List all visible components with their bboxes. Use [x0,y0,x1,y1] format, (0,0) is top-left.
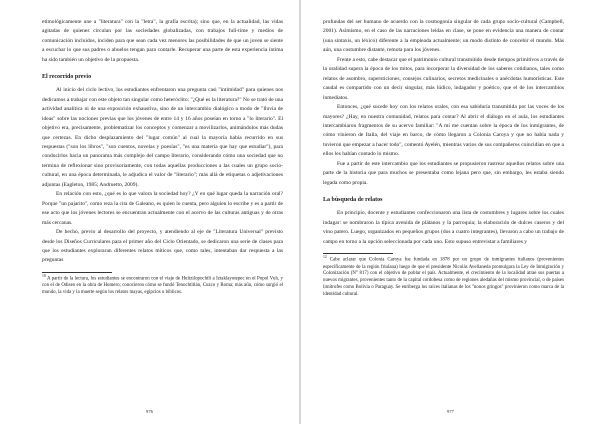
footnote-left [42,273,283,297]
footnote-right [323,254,564,299]
footnote-divider [42,272,112,273]
right-paragraph-1: profundas del ser humano de acuerdo con la cosmogonía singular de cada grupo socio-cultural (Campbell, 2001). Asimismo, en el caso de las narraciones leídas en clase, se pone en evidencia una manera de contar (una sintaxis, un léxico) diferente a la empleada actualmente; un modo distinto de concebir el mundo. Más aún, una costumbre distante, remota para los jóvenes. [323,19,564,54]
page-number-left: 976 [146,409,153,414]
page-number-right: 977 [447,409,454,414]
left-page [0,0,299,424]
footnote-mark-12: 12 [323,254,327,259]
right-paragraph-2: Frente a esto, cabe destacar que el patrimonio cultural transmitido desde tiempos primitivos a través de la oralidad supera la época de los mitos, para incorporar la diversidad de los saberes cotidianos, tales como relatos de asombro, supersticiones, consejos culinarios, secretos medicinales o anécdotas humorísticas. Este caudal es compartido con un decir singular, más lúdico, indagador y poético, que el de los intercambios inmediatos. [323,56,564,101]
footnote-divider-right [323,253,393,254]
footnote-left-text: A partir de la lectura, los estudiantes se encontraron con el viaje de Huitzilopochtli a Iztaklayotepec en el Popol Vuh, y con el de Odiseo en la obra de Homero; conocieron cómo se fundó Tenochtitlán, Cuzco y Roma; más aún, cómo surgió el mundo, la vida y la muerte según los relatos mayas, egipcios o bíblicos. [42,276,283,296]
right-paragraph-5: En principio, docente y estudiantes confeccionaron una lista de costumbres y lugares sobre los cuales indagar: se nombraron la típica avenida de plátanos y la parroquia; la elaboración de dulces caseros y del vino patero. Luego, organizados en pequeños grupos (dos a cuatro integrantes), llevaron a cabo un trabajo de campo en torno a la opción seleccionada por cada uno. Esto supuso entrevistar a familiares y [323,210,564,245]
left-paragraph-4-text: De hecho, previo al desarrollo del proyecto, y atendiendo al eje de "Literatura Universal" previsto desde los Diseños Curriculares para el primer año del Ciclo Orientado, se dedicaron una serie de clases para que los estudiantes exploraran diferentes relatos míticos que, como tales, intentaban dar respuesta a las preguntas [42,229,283,264]
section-heading-recorrido: El recorrido previo [42,74,92,81]
footnote-right-text: Cabe aclarar que Colonia Caroya fue fundada en 1878 por un grupo de inmigrantes italianos (provenientes específicamente de la región friulana) luego de que el presidente Nicolás Avellaneda promulgara la Ley de Inmigración y Colonización (N° 817) con el objetivo de poblar el país. Actualmente, el crecimiento de la localidad atrae sus puertas a nuevos migrantes, provenientes tanto de la capital cordobesa como de regiones aledañas del mismo provincial, o de países limítrofes como Bolivia o Paraguay. Se enriberga los raíces italianas de los "nonos gringos" provinieron como marca de la identidad cultural. [323,257,564,298]
right-paragraph-4: Fue a partir de este intercambio que los estudiantes se propusieron rastrear aquellos relatos sobre una parte de la historia que para muchos se presentaba como lejana pero que, sin embargo, les estaba siendo legada como propia. [323,160,564,186]
right-paragraph-3: Entonces, ¿qué sucede hoy con los relatos orales, con esa sabiduría transmitida por las voces de los mayores? ¿Hay, en nuestra comunidad, relatos para contar? Al abrir el diálogo en el aula, los estudiantes intercambiaron fragmentos de su acervo familiar: "A mí me cuentan sobre la época de los inmigrantes, de cómo vinieron de Italia, del viaje en barco, de cómo llegaron a Colonia Caroya y que no había nada y tuvieron que empezar a hacer todo", comentó Ayelén, mientras varios de sus compañeros coincidían en que a ellos les habían contado lo mismo. [323,104,564,158]
footnote-mark-10: 10 [42,273,46,278]
section-heading-busqueda: La búsqueda de relatos [323,197,383,204]
left-paragraph-4 [42,228,283,266]
left-paragraph-2: Al inicio del ciclo lectivo, los estudiantes enfrentaron una pregunta casi "intimidad" para quienes nos dedicamos a trabajar con este objeto tan singular como heteróclito: "¿Qué es la literatura?" No se trató de una actividad analítica ni de una exposición exhaustiva, sino de un intercambio dialógico a modo de "lluvia de ideas" sobre las nociones previas que los jóvenes de entre 14 y 16 años poseían en torno a "lo literario". El objetivo era, precisamente, problematizar los conceptos y comenzar a movilizarlos, animándolos más dudas que certezas. En dicho desplazamiento del "lugar común" al cual la mayoría había recurrido en sus respuestas ("son los libros", "son cuentos, novelas y poesías", "es una materia que hay que estudiar"), para conducirlos hacia un panorama más complejo del campo literario, considerando cómo una sociedad que no termina de reflexionar sino provisoriamente, con todas aquellas producciones a las cuales un grupo socio-cultural, en una época determinada, le adjudica el valor de "literario"; más allá de etiquetas o adjetivaciones adjuntas (Eagleton, 1985; Andruetto, 2009). [42,87,283,188]
left-paragraph-3: En relación con esto, ¿qué es lo que valora la sociedad hoy? ¿Y en qué lugar queda la narración oral? Porque "un pajarito", como reza la cita de Galeano, es quien lo cuenta, pero alguien lo escribe y es a partir de ese acto que los jóvenes lectores se encuentran actualmente con el acervo de las culturas antiguas y de otras más cercanas. [42,191,283,226]
right-page [301,0,600,424]
left-paragraph-1: etimológicamente une a "literatura" con la "letra", la grafía escrita); sino que, en la actualidad, las vidas agitadas de quienes circulan por las sociedades globalizadas, con trabajos full-time y medios de comunicación incluidos, inciden para que sean cada vez menores las posibilidades de que un joven se siente a escuchar lo que sus padres o abuelos tengan para contarle. Recuperar una parte de esta experiencia íntima ha sido también un objetivo de la propuesta. [42,19,283,63]
